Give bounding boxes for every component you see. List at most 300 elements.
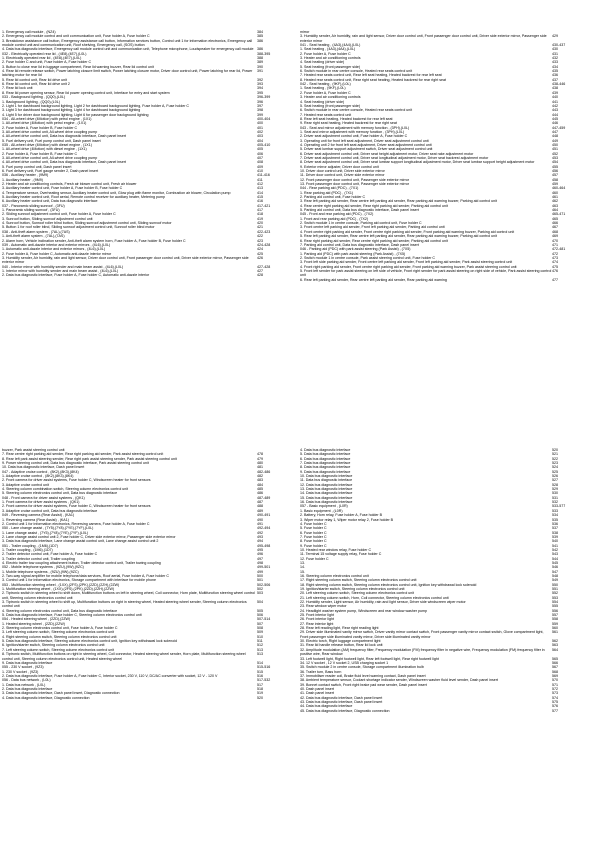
toc-entry-page: 544 bbox=[552, 556, 558, 561]
toc-entry-page: 511 bbox=[257, 639, 263, 644]
toc-entry-page: 446 bbox=[552, 121, 558, 126]
toc-entry-page: 477 bbox=[552, 277, 558, 282]
toc-entry-page: 465-471 bbox=[552, 212, 566, 217]
toc-entry-title: 038 - Anti-theft alarm system , (7AL),(7AS) bbox=[2, 229, 70, 234]
toc-entry bbox=[300, 709, 597, 713]
toc-entry-page: 398 bbox=[257, 108, 263, 113]
toc-entry-title: 12. Data bus diagnostic interface bbox=[300, 482, 353, 487]
toc-entry-page: 423 bbox=[257, 238, 263, 243]
toc-entry-title: 034 - All-wheel drive (4Motion) with petrol engine , (1X1) bbox=[2, 116, 92, 121]
toc-entry-title: 7. Heated rear seats control unit bbox=[300, 112, 352, 117]
toc-entry-title: 30. Electric torch, Right luggage compartment light bbox=[300, 639, 381, 644]
toc-entry-title: 037 - Panoramic sliding sunroof , (3FU) bbox=[2, 203, 65, 208]
toc-entry-page: 510 bbox=[257, 634, 263, 639]
toc-entry-title: 17. Right steering column switch, Steering column electronics control unit bbox=[300, 578, 417, 583]
toc-entry-page: 443 bbox=[552, 108, 558, 113]
toc-entry-page: 470 bbox=[552, 238, 558, 243]
toc-entry-title: 8. Heated rear seats control unit, Rear right seat heating, Heated backrest for rear right seat bbox=[300, 77, 447, 82]
toc-entry-title: 3. Rear left parking aid sender, Rear centre left parking aid sender, Rear parking aid warning buzzer, Parking aid control unit bbox=[300, 199, 497, 204]
toc-entry-title: 2. Fuse holder A, Fuse holder C bbox=[300, 51, 351, 56]
toc-entry-title: 4. Steering column combination switch, Steering column electronics control unit bbox=[2, 487, 129, 492]
toc-entry-title: 1. Auxiliary heater , (9M9) bbox=[2, 177, 43, 182]
toc-entry-page: 489 bbox=[257, 508, 263, 513]
toc-entry-title: 3. Control unit 1 for information electronics, Storage compartment with interface for mobile phone bbox=[2, 578, 157, 583]
toc-entry-page: 523 bbox=[552, 461, 558, 466]
toc-entry-title: 3. Adaptive cruise control unit bbox=[2, 482, 49, 487]
toc-entry-title: 5. Rear lid control unit, Rear lid drive unit bbox=[2, 77, 67, 82]
toc-entry-page: 453 bbox=[552, 155, 558, 160]
toc-entry-page: 571 bbox=[552, 682, 558, 687]
toc-entry-title: 42. Data bus diagnostic interface, Dash panel insert bbox=[300, 695, 383, 700]
toc-entry-title: 5. Seat heating (front passenger side) bbox=[300, 103, 361, 108]
toc-entry-page: 497 bbox=[257, 556, 263, 561]
toc-entry-page: 439 bbox=[552, 90, 558, 95]
toc-entry-title: 12. Fuse holder C bbox=[300, 556, 329, 561]
toc-entry-title: 2. Tiptronic switch in steering wheel to shift down, Multifunction buttons on left in steering wheel, Coil connector, Horn plate, Multifunction steering wheel control unit, Steering column electronics control unit bbox=[2, 591, 255, 600]
toc-entry-page: 520 bbox=[552, 448, 558, 452]
toc-entry-page: 536 bbox=[552, 521, 558, 526]
toc-entry-page: 539 bbox=[552, 534, 558, 539]
toc-entry-page: 414 bbox=[257, 190, 263, 195]
toc-entry-page: 563 bbox=[552, 643, 558, 648]
toc-entry-page: 514 bbox=[257, 660, 263, 665]
toc-entry-page: 491 bbox=[257, 521, 263, 526]
toc-entry-page: 437 bbox=[552, 77, 558, 82]
toc-entry-title: 040 - Interior mirror with humidity sender and main beam assist , (4L6),(L0L) bbox=[2, 264, 124, 269]
toc-entry-title: 1. Adaptive cruise control , (8K2),(8K3),(8K4) bbox=[2, 474, 74, 479]
toc-entry-page: 490 bbox=[257, 517, 263, 522]
toc-entry-page: 405-410 bbox=[257, 142, 271, 147]
toc-entry-page: 517-532 bbox=[257, 678, 271, 683]
toc-entry-page: 431 bbox=[552, 51, 558, 56]
toc-entry-page: 388-395 bbox=[257, 51, 271, 56]
toc-entry-page: 532 bbox=[552, 500, 558, 505]
toc-entry-title: 27. Rear interior light bbox=[300, 621, 334, 626]
toc-entry-page: 399 bbox=[257, 112, 263, 117]
toc-entry-page: 460-464 bbox=[552, 186, 566, 191]
toc-entry-title: 2. Sliding sunroof adjustment control unit, Fuse holder A, Fuse holder C bbox=[2, 212, 116, 217]
toc-entry-title: 2. Light 1 for dashboard background lighting, Light 2 for dashboard background lighting, Fuse holder A, Fuse holder C bbox=[2, 103, 189, 108]
toc-entry-page: 386 bbox=[257, 47, 263, 52]
toc-entry-title: 6. Ignition/starter switch, Steering column electronics control unit bbox=[2, 643, 105, 648]
toc-entry-title: 5. Rear left parking aid sender, Rear centre left parking aid sender, Rear parking aid warning buzzer, Parking aid control unit bbox=[300, 234, 497, 239]
toc-entry-page: 404 bbox=[257, 138, 263, 143]
toc-entry-page: 396-399 bbox=[257, 95, 271, 100]
toc-entry-page: 543 bbox=[552, 552, 558, 557]
toc-entry-page: 545 bbox=[552, 560, 558, 565]
toc-entry-title: 4. Electric trailer tow coupling attachment button, Trailer detector control unit, Trailer towing coupling bbox=[2, 560, 161, 565]
toc-entry-title: 6. Fuel delivery unit, Fuel gauge sender 2, Dash panel insert bbox=[2, 169, 99, 173]
toc-entry-title: 9. Fuse holder C bbox=[300, 543, 327, 548]
toc-entry-title: 5. Auxiliary heater control unit, Roof aerial, Remote control receiver for auxiliary heater, Metering pump bbox=[2, 195, 165, 200]
toc-entry-page: 558 bbox=[552, 617, 558, 622]
toc-entry-page: 405 bbox=[257, 147, 263, 152]
toc-entry-title: 40. Dash panel insert bbox=[300, 686, 334, 691]
toc-entry-title: 3. Tiptronic switch in steering wheel to shift up, Multifunction buttons on right in steering wheel, Heated steering wheel sender, Steering column electronics control unit bbox=[2, 600, 247, 609]
toc-entry-title: 3. Auxiliary heater control unit, Fuse holder A, Fuse holder B, Fuse holder C bbox=[2, 186, 123, 191]
toc-entry-title: 9. Power steering control unit, Data bus diagnostic interface, Park assist steering control unit bbox=[2, 461, 149, 466]
toc-entry-page: 482 bbox=[257, 474, 263, 479]
toc-entry-title: 41. Dash panel insert bbox=[300, 691, 334, 696]
toc-entry-title: 051 - Trailer coupling , (1M6),(1D7) bbox=[2, 543, 58, 548]
toc-entry bbox=[300, 269, 597, 278]
toc-entry-page: 449 bbox=[552, 138, 558, 143]
toc-entry-page: 535 bbox=[552, 517, 558, 522]
toc-entry-title: 7. Heated rear seats control unit, Rear left seat heating, Heated backrest for rear left seat bbox=[300, 73, 442, 78]
toc-entry-page: 394 bbox=[257, 86, 263, 91]
toc-entry-title: 37. Immobiliser reader coil, Brake fluid level warning contact, Dash panel insert bbox=[300, 673, 426, 678]
toc-entry-page: 572 bbox=[552, 686, 558, 691]
toc-entry-page: 408 bbox=[257, 160, 263, 165]
toc-entry-title: 15. Data bus diagnostic interface bbox=[300, 495, 353, 500]
toc-entry-page: 410 bbox=[257, 169, 263, 173]
toc-entry-title: 1. Seat and mirror adjustment with memory function , (3PH),(L0L) bbox=[300, 129, 405, 134]
toc-entry-title: 4. Temperature sensor, Overheating sensor, Auxiliary heater control unit, Glow plug with flame monitor, Combustion air blower, Circulation pump bbox=[2, 190, 231, 195]
toc-entry-page: 526 bbox=[552, 474, 558, 479]
toc-entry-title: 046 - Parking aid (PDC) with park assist steering (Park Assist) , (7X5) bbox=[300, 247, 411, 252]
toc-entry-page: 424 bbox=[257, 247, 263, 252]
toc-entry-title: 4. Front right parking aid sender, Front centre right parking aid sender, Front parking aid warning buzzer, Park assist steering control unit bbox=[300, 264, 517, 269]
toc-entry-page: 413 bbox=[257, 186, 263, 191]
toc-entry-page: 482-486 bbox=[257, 469, 271, 474]
toc-entry-title: 032 - Electrically operated rear lid , (4E8),(4E7),(L0L) bbox=[2, 51, 87, 56]
toc-entry-page: 540 bbox=[552, 539, 558, 544]
toc-column-bottom-right bbox=[300, 448, 597, 838]
toc-entry-page: 500 bbox=[257, 573, 263, 578]
toc-entry-title: 3. All-wheel drive control unit, All-wheel drive coupling pump bbox=[2, 129, 98, 134]
toc-entry-title: mirror bbox=[300, 30, 310, 34]
toc-entry-title: 039 - Automatic anti-dazzle interior and exterior mirrors , (4L6),(L0L) bbox=[2, 242, 111, 247]
toc-entry-page: 506 bbox=[257, 613, 263, 618]
toc-entry bbox=[2, 69, 299, 78]
toc-entry-page: 577 bbox=[552, 708, 558, 713]
toc-entry-title: 19. Ignition/starter switch, Steering column electronics control unit bbox=[300, 587, 405, 591]
toc-entry-page: 508 bbox=[257, 626, 263, 631]
toc-entry-page: 565 bbox=[552, 656, 558, 661]
toc-entry-title: 15. bbox=[300, 569, 305, 574]
toc-entry-title: 1. Trailer coupling , (1M6),(1D7) bbox=[2, 547, 53, 552]
toc-entry-page: 428 bbox=[257, 273, 263, 278]
toc-entry-page: 421 bbox=[257, 225, 263, 230]
toc-column-top-right bbox=[300, 30, 597, 420]
toc-entry-title: 044 - Rear parking aid (PDC) , (7X1) bbox=[300, 186, 359, 191]
toc-entry-title: 2. Front camera for driver assist systems, Fuse holder C, Windscreen heater for front sensors bbox=[2, 478, 151, 483]
toc-entry-title: 045 - Front and rear parking aid (PDC) , (7X2) bbox=[300, 212, 374, 217]
toc-entry-page: 513 bbox=[257, 652, 263, 657]
toc-column-top-left bbox=[2, 30, 299, 420]
toc-entry-title: 2. Fuse holder A, Fuse holder C bbox=[300, 90, 351, 95]
toc-entry-title: 1. Multifunction steering wheel , (1XX),(2FS),(2PK),(2ZD),(2ZH),(2ZW) bbox=[2, 587, 115, 591]
toc-entry-title: 4. Sunroof button, Sunroof roller blind button, Sliding sunroof adjustment control unit, Sliding sunroof motor bbox=[2, 221, 172, 226]
toc-entry-page: 424-428 bbox=[257, 242, 271, 247]
toc-entry-title: 5. Button 1 for roof roller blind, Sliding sunroof adjustment control unit, Sunroof roller blind motor bbox=[2, 225, 155, 230]
toc-entry-page: 492-494 bbox=[257, 526, 271, 531]
toc-entry-title: 11. Driver door control unit, Driver side exterior mirror bbox=[300, 173, 385, 178]
toc-entry-page: 384 bbox=[257, 30, 263, 34]
bottom-page-half bbox=[0, 430, 600, 849]
toc-entry-title: 1. Interior mirror with humidity sender and main beam assist , (4L6),(L0L) bbox=[2, 268, 119, 273]
toc-entry-title: 21. Left steering column switch, Horn, Coil connector, Steering column electronics control unit bbox=[300, 595, 449, 600]
toc-entry-page: 465 bbox=[552, 216, 558, 221]
toc-entry-title: 4. Fuse holder C bbox=[300, 521, 327, 526]
toc-entry-page: 442 bbox=[552, 103, 558, 108]
toc-entry-page: 444 bbox=[552, 112, 558, 117]
toc-entry-page: 551 bbox=[552, 587, 558, 591]
toc-entry-title: 8. Rear left park assist steering sender, Rear right park assist steering sender, Park assist steering control unit bbox=[2, 456, 177, 461]
toc-entry-page: 481 bbox=[257, 465, 263, 470]
toc-entry bbox=[2, 256, 299, 265]
toc-entry-title: 13. Front passenger door control unit, Passenger side exterior mirror bbox=[300, 182, 410, 187]
toc-entry-page: 533-577 bbox=[552, 504, 566, 509]
toc-entry-page: 494 bbox=[257, 539, 263, 544]
toc-entry-page: 433 bbox=[552, 60, 558, 65]
toc-entry-page: 485 bbox=[257, 487, 263, 492]
toc-entry-page: 501 bbox=[257, 578, 263, 583]
toc-entry-title: 1. Lane change assist , (7Y5),(7Y8),(7YE),(7YF),(L0L) bbox=[2, 530, 89, 535]
toc-entry-page: 517 bbox=[257, 682, 263, 687]
toc-entry-title: 28. Rear left reading light, Rear right reading light bbox=[300, 626, 379, 631]
toc-entry-page: 495 bbox=[257, 547, 263, 552]
toc-entry-title: 1. Seat heating , (4A3),(4A4),(L0L) bbox=[300, 47, 356, 52]
toc-entry-title: 44. Data bus diagnostic interface bbox=[300, 704, 353, 709]
toc-entry-page: 529 bbox=[552, 487, 558, 492]
toc-entry-page: 534 bbox=[552, 513, 558, 518]
toc-entry-page: 427-428 bbox=[257, 264, 271, 269]
toc-entry-title: 24. Headlight washer system pump, Windscreen and rear window washer pump bbox=[300, 608, 428, 613]
toc-entry-title: 2. Fuse holder A, Fuse holder B, Fuse holder C bbox=[2, 151, 78, 156]
toc-entry-title: 3. Adaptive cruise control unit, Data bus diagnostic interface bbox=[2, 508, 98, 513]
toc-entry-title: 2. Trailer detector control unit, Fuse holder A, Fuse holder C bbox=[2, 552, 98, 557]
toc-entry-title: 7. Fuse holder C bbox=[300, 534, 327, 539]
toc-entry-title: 11. Terminal 15 voltage supply relay, Fuse holder C bbox=[300, 552, 382, 557]
toc-entry-page: 521 bbox=[552, 452, 558, 457]
toc-entry bbox=[300, 278, 597, 282]
toc-entry-title: 8. Tiptronic switch, Multifunction buttons on right in steering wheel, Coil connector, Heated steering wheel sender, Horn plate, Multifunction steering wheel control unit, Steering column electronics control unit, Heated steering wheel bbox=[2, 652, 246, 661]
toc-entry-title: 32. Amplitude modulation (AM) frequency filter, Frequency modulation (FM) frequency filter in negative wire, Frequency modulation (FM) frequency filter in positive wire, Rear window bbox=[300, 647, 545, 657]
toc-entry-page: 574 bbox=[552, 695, 558, 700]
toc-entry-page: 472-481 bbox=[552, 247, 566, 252]
toc-entry-page: 575 bbox=[552, 699, 558, 704]
toc-entry-page: 461 bbox=[552, 195, 558, 200]
toc-entry-page: 457 bbox=[552, 173, 558, 178]
toc-entry-title: 1. All-wheel drive (4Motion) with petrol engine , (1X1) bbox=[2, 121, 87, 126]
toc-entry-title: 6. Auxiliary heater control unit, Data bus diagnostic interface bbox=[2, 199, 98, 204]
toc-entry-page: 513 bbox=[257, 647, 263, 652]
toc-entry-page: 447-459 bbox=[552, 125, 566, 130]
toc-entry-page: 519 bbox=[257, 691, 263, 696]
toc-entry-page: 396 bbox=[257, 99, 263, 104]
toc-entry-title: 056 - Data bus network , (L0L) bbox=[2, 678, 51, 683]
toc-entry-page: 438-446 bbox=[552, 82, 566, 87]
toc-entry-title: 1. Emergency call module , (NZ4) bbox=[2, 30, 56, 34]
toc-entry-title: 3. Operating unit for front left seat adjustment, Driver seat adjustment control unit bbox=[300, 138, 429, 143]
toc-entry-title: 5. Data bus diagnostic interface, Fuse holder C, Steering column electronics control unit bbox=[2, 613, 142, 618]
toc-entry-title: 12. Front passenger door control unit, Passenger side exterior mirror bbox=[300, 177, 410, 182]
toc-entry-title: 2. Alarm horn, Vehicle inclination sender, Anti-theft alarm system horn, Fuse holder A, Fuse holder B, Fuse holder C bbox=[2, 238, 186, 243]
toc-entry-title: 2. Heater and air conditioning controls, Fresh air blower control unit, Fresh air blower bbox=[2, 182, 137, 187]
toc-entry-title: 6. Rear right parking aid sender, Rear centre right parking aid sender, Parking aid control unit bbox=[300, 238, 448, 243]
toc-entry-page: 389 bbox=[257, 60, 263, 65]
toc-entry-page: 537 bbox=[552, 526, 558, 531]
toc-entry-page: 474 bbox=[552, 260, 558, 265]
toc-entry-title: 5. Fuel pump control unit, Dash panel insert bbox=[2, 164, 72, 169]
toc-entry-title: 18. Right steering column switch, Steering column electronics control unit, Ignition key withdrawal lock solenoid bbox=[300, 582, 477, 587]
toc-entry-title: 4. Operating unit 2 for front left seat adjustment, Driver seat adjustment control unit bbox=[300, 142, 432, 147]
toc-entry-title: 6. Rear lid control unit, Rear lid drive unit 2 bbox=[2, 82, 70, 87]
top-page-half bbox=[0, 0, 600, 424]
toc-entry-title: 5. Fuse holder C bbox=[300, 526, 327, 531]
toc-entry-page: 391 bbox=[257, 69, 263, 74]
toc-entry-title: 45. Data bus diagnostic interface, Diagnostic connection bbox=[300, 708, 390, 713]
toc-entry-page: 555 bbox=[552, 604, 558, 609]
toc-entry-page: 407 bbox=[257, 155, 263, 160]
toc-entry-title: 7. Parking aid control unit, Data bus diagnostic interface, Dash panel insert bbox=[300, 242, 419, 247]
toc-entry-page: 552 bbox=[552, 591, 558, 596]
toc-entry-title: 8. Driver seat adjustment control unit, Driver seat lumbar support longitudinal adjustment motor, Driver seat lumbar support height adjustment motor bbox=[300, 160, 535, 165]
toc-entry-page: 499 bbox=[257, 569, 263, 574]
toc-entry-page: 554 bbox=[552, 600, 558, 605]
toc-entry-page: 464 bbox=[552, 208, 558, 213]
toc-entry-title: 2. Data bus diagnostic interface bbox=[2, 686, 53, 691]
toc-entry-page: 478 bbox=[257, 452, 263, 457]
toc-entry-page: 556 bbox=[552, 608, 558, 613]
toc-entry-page: 559 bbox=[552, 621, 558, 626]
toc-entry-page: 419 bbox=[257, 216, 263, 221]
toc-entry-page: 516 bbox=[257, 673, 263, 678]
toc-entry-page: 454 bbox=[552, 160, 558, 165]
toc-entry-title: 4. Data bus diagnostic interface bbox=[300, 448, 351, 452]
toc-entry-page: 420 bbox=[257, 221, 263, 226]
toc-entry-page: 564 bbox=[552, 647, 558, 652]
toc-entry-page: 493 bbox=[257, 534, 263, 539]
toc-entry-title: 2. Fuse holder A, Fuse holder B, Fuse holder C bbox=[2, 125, 78, 130]
toc-entry-page: 425 bbox=[257, 251, 263, 256]
toc-entry-title: 3. Button to close rear lid in luggage compartment, Rear lid warning buzzer, Rear lid control unit bbox=[2, 64, 154, 69]
toc-entry-title: 2. Fuse holder C and unit, Fuse holder A, Fuse holder C bbox=[2, 60, 92, 65]
toc-entry-title: 39. Bonnet contact switch, Front right brake pad wear sender, Dash panel insert bbox=[300, 682, 427, 687]
toc-entry-page: 484 bbox=[257, 482, 263, 487]
toc-entry-title: 3. Heater and air conditioning controls bbox=[300, 95, 361, 100]
toc-entry-title: 9. Rear right seat heating, Heated backrest for rear right seat bbox=[300, 121, 397, 126]
toc-entry-title: 5. Driver seat lumbar support adjustment switch, Driver seat adjustment control unit bbox=[300, 147, 433, 152]
toc-entry-title: 7. Driver seat adjustment control unit, Driver seat longitudinal adjustment motor, Driver seat backrest adjustment motor bbox=[300, 155, 489, 160]
toc-entry-page: 427 bbox=[257, 268, 263, 273]
toc-entry-page: 388 bbox=[257, 56, 263, 61]
toc-entry-title: 2. Fuse holder A, Fuse holder C, Automatic anti-dazzle interior mirror bbox=[2, 251, 112, 256]
toc-entry-page: 386 bbox=[257, 38, 263, 43]
toc-entry-page: 549 bbox=[552, 578, 558, 583]
toc-entry-page: 525 bbox=[552, 469, 558, 474]
toc-entry-title: 8. Rear lid power opening sensor, Rear lid power opening control unit, Interface for entry and start system bbox=[2, 90, 170, 95]
toc-entry-page: 393 bbox=[257, 82, 263, 87]
toc-entry-page: 512 bbox=[257, 643, 263, 648]
toc-entry-title: 1. All-wheel drive (4Motion) with diesel engine , (1X1) bbox=[2, 147, 87, 152]
toc-entry-title: 3. Sunroof button, Sliding sunroof adjustment control unit bbox=[2, 216, 93, 221]
toc-entry-page: 456 bbox=[552, 169, 558, 173]
toc-entry-page: 455 bbox=[552, 164, 558, 169]
toc-entry-title: 050 - Lane change assist , (7Y5),(7Y8),(7YE),(7YF),(L0L) bbox=[2, 526, 94, 531]
toc-entry-page: 487 bbox=[257, 500, 263, 505]
toc-entry-page: 486 bbox=[257, 491, 263, 496]
toc-entry-page: 480 bbox=[257, 461, 263, 466]
toc-entry-title: 4. Right steering column switch, Steering column electronics control unit bbox=[2, 634, 117, 639]
toc-entry-page: 417-421 bbox=[257, 203, 271, 208]
toc-entry-page: 569 bbox=[552, 673, 558, 678]
toc-entry-page: 401 bbox=[257, 125, 263, 130]
toc-entry-title: 1. Seat heating , (9KF),(L0L) bbox=[300, 86, 346, 91]
toc-entry-page: 502 bbox=[257, 587, 263, 591]
toc-entry-page: 472 bbox=[552, 251, 558, 256]
toc-entry-title: 2. Front camera for driver assist systems, Fuse holder C, Windscreen heater for front sensors bbox=[2, 504, 151, 509]
toc-entry-title: 8. Rear left seat heating, Heated backrest for rear left seat bbox=[300, 116, 393, 121]
toc-entry-page: 411-416 bbox=[257, 173, 270, 178]
toc-entry-title: 1. Panoramic sliding sunroof , (3FU) bbox=[2, 208, 60, 213]
toc-entry bbox=[300, 648, 597, 657]
toc-entry-title: 047 - Adaptive cruise control , (8K2),(8K3),(8K4) bbox=[2, 469, 79, 474]
toc-entry-page: 531 bbox=[552, 495, 558, 500]
toc-entry-title: 23. Rear window wiper motor bbox=[300, 604, 347, 609]
toc-entry-page: 468 bbox=[552, 229, 558, 234]
toc-entry-title: 2. Parking aid control unit, Fuse holder C bbox=[300, 195, 366, 200]
toc-entry-page: 458 bbox=[552, 177, 558, 182]
toc-entry-page: 450 bbox=[552, 142, 558, 147]
toc-entry-page: 515 bbox=[257, 669, 263, 674]
toc-entry-title: 049 - Reversing camera (Rear Assist) , (KA1) bbox=[2, 513, 75, 518]
toc-entry-title: 2. Control unit 1 for information electronics, Reversing camera, Fuse holder A, Fuse holder C bbox=[2, 521, 150, 526]
toc-entry-title: 5. Data bus diagnostic interface, Steering column electronics control unit, Ignition key withdrawal lock solenoid bbox=[2, 639, 177, 644]
toc-entry-title: 2. Steering column electronics control unit, Fuse holder A, Fuse holder C bbox=[2, 626, 118, 631]
toc-entry-title: 2. Switch module 1 in centre console, Park assist steering control unit, Fuse holder C bbox=[300, 255, 436, 260]
toc-entry-title: 4. All-wheel drive control unit, Data bus diagnostic interface, Dash panel insert bbox=[2, 134, 127, 139]
toc-entry-page: 553 bbox=[552, 595, 558, 600]
toc-entry bbox=[2, 600, 299, 609]
toc-entry-page: 505 bbox=[257, 608, 263, 613]
toc-entry-page: 496 bbox=[257, 552, 263, 557]
toc-entry-title: 16. Steering column electronics control unit bbox=[300, 573, 369, 578]
toc-entry-title: 4. Seat heating (driver side) bbox=[300, 60, 345, 65]
toc-entry-title: 2. Emergency call module control and unit communication unit, Fuse holder A, Fuse holder C bbox=[2, 34, 150, 39]
toc-entry-page: 440 bbox=[552, 95, 558, 100]
toc-entry-title: 6. Switch module in rear centre console, Heated rear seats control unit bbox=[300, 108, 413, 113]
toc-entry-page: 447 bbox=[552, 129, 558, 134]
toc-entry-title: 041 - Seat heating , (4A3),(4A4),(L0L) bbox=[300, 43, 361, 48]
toc-entry-title: 1. Background lighting , (QQ0),(L0L) bbox=[2, 99, 60, 104]
toc-entry-page: 395 bbox=[257, 90, 263, 95]
toc-entry-page: 430 bbox=[552, 47, 558, 52]
toc-entry-page: 418 bbox=[257, 212, 263, 217]
toc-entry-title: 1. Anti-theft alarm system , (7AL),(7AS) bbox=[2, 234, 65, 239]
toc-entry-page: 460 bbox=[552, 190, 558, 195]
toc-entry-page: 538 bbox=[552, 530, 558, 535]
toc-entry-title: 3. Data bus diagnostic interface, Dash panel insert, Diagnostic connection bbox=[2, 691, 120, 696]
toc-entry-page: 507-514 bbox=[257, 617, 271, 622]
toc-entry-title: 1. Parking aid (PDC) with park assist steering (Park Assist) , (7X5) bbox=[300, 251, 406, 256]
toc-entry-page: 475 bbox=[552, 264, 558, 269]
toc-entry-title: 4. Rear centre right parking aid sender, Rear right parking aid sender, Parking aid control unit bbox=[300, 203, 448, 208]
toc-entry-title: 4. Data bus diagnostic interface, Emergency call module control unit and communication unit, Telephone microphone, Loudspeaker for emergency call module bbox=[2, 47, 254, 52]
toc-entry-title: 31. Rear lid handle release button, Rear lid lock unit bbox=[300, 643, 383, 648]
toc-entry-page: 406 bbox=[257, 151, 263, 156]
toc-entry-title: 7. Rear lid lock unit bbox=[2, 86, 33, 91]
toc-entry-page: 426 bbox=[257, 255, 263, 260]
toc-entry-title: 10. Heated rear window relay, Fuse holder C bbox=[300, 547, 372, 552]
toc-entry-page: 416 bbox=[257, 199, 263, 204]
toc-entry-title: 2. Data bus diagnostic interface, Fuse holder A, Fuse holder C, Interior socket, 230 V, 110 V, DC/AC converter with socket, 12 V - 120 V bbox=[2, 673, 218, 678]
toc-entry-title: 13. Data bus diagnostic interface bbox=[300, 487, 353, 492]
toc-entry-title: 4. Steering column electronics control unit, Data bus diagnostic interface bbox=[2, 608, 118, 613]
toc-entry-page: 541 bbox=[552, 543, 558, 548]
toc-entry-page: 476 bbox=[552, 268, 558, 273]
